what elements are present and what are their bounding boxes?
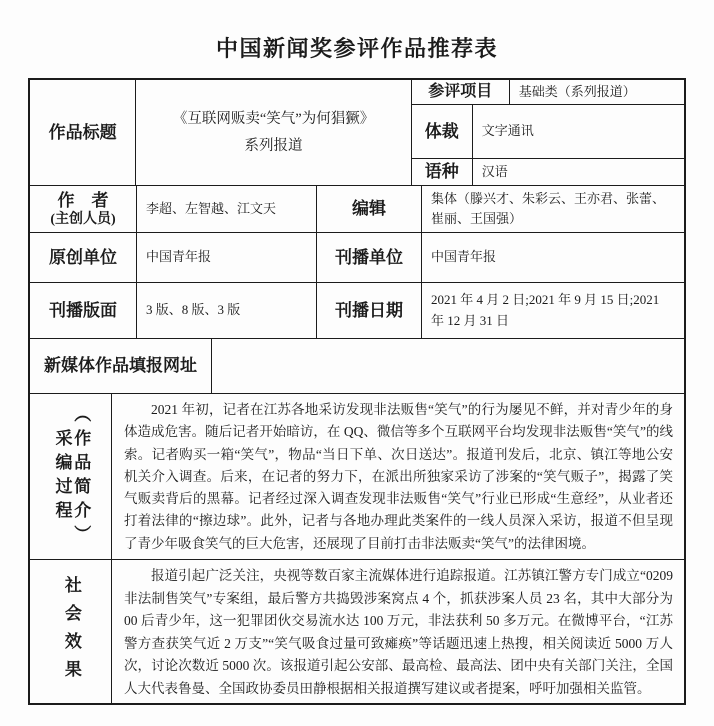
work-title-label: 作品标题 xyxy=(30,80,136,185)
row-new-media-url xyxy=(30,339,684,394)
original-unit-label: 原创单位 xyxy=(30,233,137,282)
publish-date-label: 刊播日期 xyxy=(317,283,422,338)
entry-category-value: 基础类（系列报道） xyxy=(518,83,636,99)
editor-label: 编辑 xyxy=(317,186,422,232)
social-effect-label xyxy=(30,560,112,703)
genre-label: 体裁 xyxy=(412,105,473,158)
work-title-line1: 《互联网贩卖“笑气”为何猖獗》 xyxy=(172,111,375,128)
author-label xyxy=(30,186,137,232)
row-entry-category xyxy=(412,80,684,105)
row-units xyxy=(30,233,684,283)
publish-date-value: 2021 年 4 月 2 日;2021 年 9 月 15 日;2021 年 12 月 31 日 xyxy=(431,292,660,328)
process-text: 2021 年初，记者在江苏各地采访发现非法贩售“笑气”的行为屡见不鲜，并对青少年的身体造成危害。随后记者开始暗访，在 QQ、微信等多个互联网平台均发现非法贩售“笑气”的线索。记者购买一箱“笑气”，物品“当日下单、次日送达”。报道刊发后，北京、镇江等地公安机关介入调查。后来，在记者的努力下，在派出所独家采访了涉案的“笑气贩子”，揭露了笑气贩卖背后的黑幕。记者经过深入调查发现非法贩售“笑气”行业已形成“生意经”，从业者还打着法律的“擦边球”。此外，记者与各地办理此类案件的一线人员深入采访，报道不但呈现了青少年吸食笑气的巨大危害，还展现了目前打击非法贩卖“笑气”的法律困境。 xyxy=(124,402,673,551)
social-effect-text-cell xyxy=(112,560,684,703)
row-language xyxy=(412,159,684,185)
publish-unit-value: 中国青年报 xyxy=(431,249,497,265)
new-media-url-value xyxy=(212,339,684,393)
classification-block xyxy=(412,80,684,185)
row-genre xyxy=(412,105,684,159)
entry-category-label: 参评项目 xyxy=(412,80,510,104)
author-label-line2: (主创人员) xyxy=(50,211,116,227)
process-label-col1: 采编过程 xyxy=(52,428,72,525)
process-text-cell xyxy=(112,394,684,559)
publish-page-label: 刊播版面 xyxy=(30,283,137,338)
social-effect-text: 报道引起广泛关注，央视等数百家主流媒体进行追踪报道。江苏镇江警方专门成立“0209非法制售笑气”专案组，最后警方共捣毁涉案窝点 4 个，抓获涉案人员 23 名，其中大部分为 00 后青少年，这一犯罪团伙交易流水达 100 万元，非法获利 50 多万元。在微博平台，“江苏警方查获笑气近 2 万支”“笑气吸食过量可致瘫痪”等话题迅速上热搜，相关阅读近 5000 万人次，讨论次数近 5000 次。该报道引起公安部、最高检、最高法、团中央有关部门关注，全国人大代表鲁曼、全国政协委员田静根据相关报道撰写建议或者提案，呼吁加强相关监管。 xyxy=(124,568,673,696)
editor-value: 集体（滕兴才、朱彩云、王亦君、张蕾、崔丽、王国强） xyxy=(431,190,666,226)
language-label: 语种 xyxy=(412,159,473,185)
original-unit-value: 中国青年报 xyxy=(137,233,317,282)
row-editing-process xyxy=(30,394,684,560)
genre-value: 文字通讯 xyxy=(481,123,534,139)
new-media-url-label: 新媒体作品填报网址 xyxy=(30,339,212,393)
author-label-line1: 作 者 xyxy=(57,190,109,210)
work-title-value xyxy=(136,80,411,185)
row-work-title xyxy=(30,80,684,186)
process-label xyxy=(30,394,112,559)
process-label-col2: （作品简介） xyxy=(71,404,91,549)
publish-page-value: 3 版、8 版、3 版 xyxy=(137,283,317,338)
work-title-line2: 系列报道 xyxy=(244,137,303,154)
social-effect-label-text: 社会效果 xyxy=(61,575,81,688)
recommendation-form-table xyxy=(28,78,686,705)
row-author-editor xyxy=(30,186,684,233)
author-value: 李超、左智越、江文天 xyxy=(137,186,317,232)
language-value: 汉语 xyxy=(481,163,508,179)
page-title: 中国新闻奖参评作品推荐表 xyxy=(215,36,498,61)
row-social-effect xyxy=(30,560,684,703)
row-page-date xyxy=(30,283,684,339)
publish-unit-label: 刊播单位 xyxy=(317,233,422,282)
